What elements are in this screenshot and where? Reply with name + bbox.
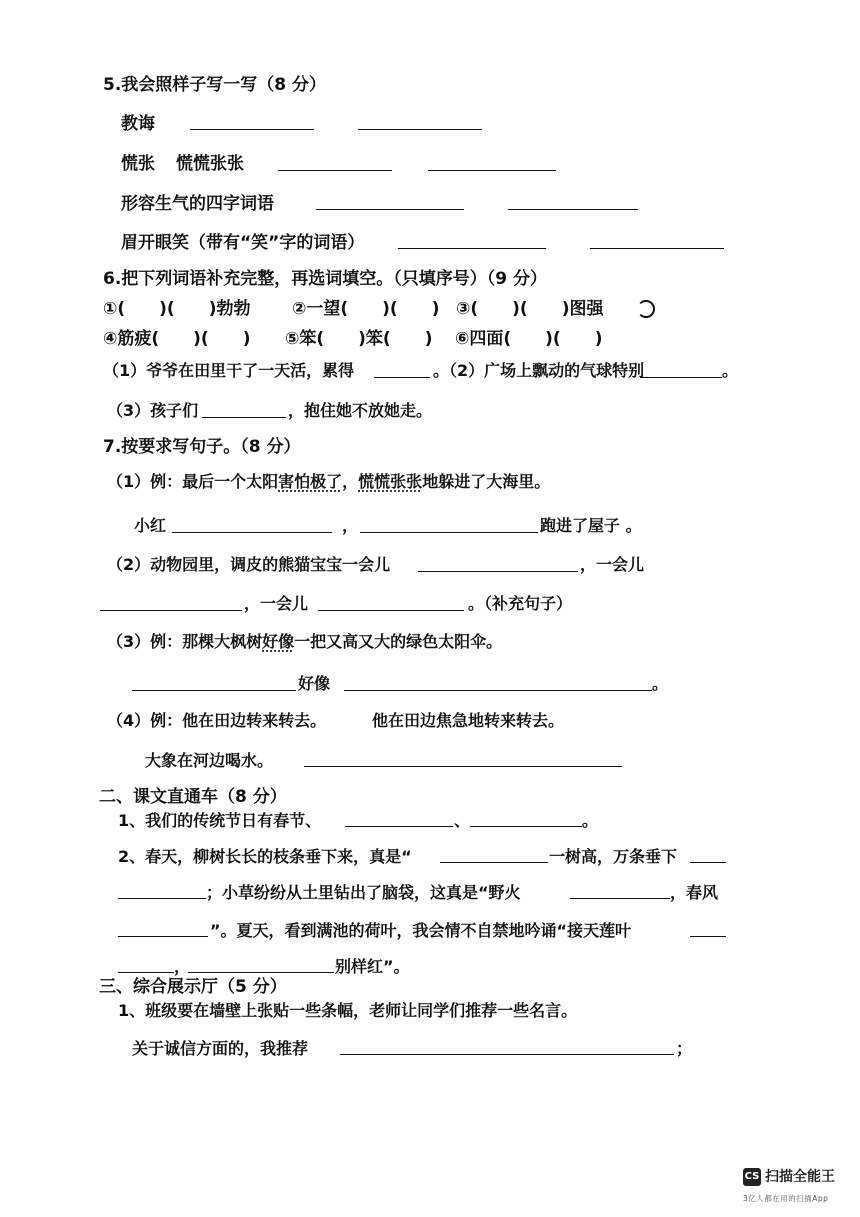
q6-sentence3-part2: ，抱住她不放她走。 (288, 401, 433, 420)
q5-title: 5.我会照样子写一写（8 分） (103, 75, 327, 95)
sec3-item2-end: ； (676, 1039, 693, 1058)
q6-word5[interactable]: ⑤笨( )笨( ) (285, 329, 433, 349)
sec2-item2-blank1[interactable] (440, 862, 548, 863)
sec2-item2-part2: 一树高，万条垂下 (549, 847, 678, 866)
q7-example4-b: 他在田边焦急地转来转去。 (372, 711, 565, 730)
camscanner-name: 扫描全能王 (765, 1169, 835, 1185)
pen-mark-icon (637, 300, 655, 318)
sec2-item3-blank1[interactable] (570, 898, 670, 899)
sec2-item3-part2: ，春风 (670, 883, 719, 902)
q7-ex2-blank1[interactable] (418, 571, 578, 572)
q7-fill1-blank1[interactable] (172, 532, 332, 533)
sec2-item1-blank2[interactable] (470, 826, 582, 827)
q7-fill4-blank[interactable] (304, 766, 622, 767)
q7-ex2-part4: 。（补充句子） (468, 594, 573, 613)
sec2-item5-blank[interactable] (188, 972, 334, 973)
q7-example3-a: （3）例：那棵大枫树 (107, 632, 263, 651)
q7-ex2-blank3[interactable] (318, 610, 464, 611)
sec2-item1-part1: 1、我们的传统节日有春节、 (118, 811, 322, 830)
q7-example1-c: ， (342, 472, 359, 491)
q7-fill3-end: 。 (652, 674, 669, 693)
q6-sentence1-blank[interactable] (374, 377, 430, 378)
sec2-item1-sep: 、 (454, 811, 471, 830)
q6-sentence2-end: 。 (722, 361, 739, 380)
q5-row3-blank1[interactable] (316, 209, 464, 210)
q7-fill1-end: 跑进了屋子 。 (540, 516, 642, 535)
q7-ex2-part2: ，一会儿 (580, 555, 645, 574)
sec2-item2-blank3[interactable] (118, 898, 206, 899)
q7-example1-b: 害怕极了 (278, 472, 343, 491)
q6-word3[interactable]: ③( )( )图强 (456, 299, 604, 319)
q5-row4-blank1[interactable] (398, 248, 546, 249)
q7-fill3-label: 好像 (298, 674, 331, 693)
q5-row2-blank1[interactable] (278, 170, 392, 171)
q7-example1-d: 慌慌张张 (358, 472, 423, 491)
q7-example3 (107, 631, 502, 653)
q5-row1-blank1[interactable] (190, 129, 314, 130)
q5-row4-blank2[interactable] (590, 248, 724, 249)
q6-sentence2-part1: 。（2）广场上飘动的气球特别 (433, 361, 645, 380)
q5-row3-label: 形容生气的四字词语 (121, 194, 274, 214)
q5-row2-blank2[interactable] (428, 170, 556, 171)
q5-row1-blank2[interactable] (358, 129, 482, 130)
q6-sentence3-blank[interactable] (202, 417, 286, 418)
q7-example1-a: （1）例：最后一个太阳 (107, 472, 279, 491)
q6-word6[interactable]: ⑥四面( )( ) (455, 329, 603, 349)
q7-example3-c: 一把又高又大的绿色太阳伞。 (294, 632, 503, 651)
q6-sentence3-part1: （3）孩子们 (107, 401, 199, 420)
camscanner-tagline: 3亿人都在用的扫描App (743, 1194, 829, 1203)
q7-fill3-blank1[interactable] (132, 690, 296, 691)
q5-row2-label-a: 慌张 (121, 154, 155, 174)
q6-word1[interactable]: ①( )( )勃勃 (103, 299, 251, 319)
q7-fill4-label: 大象在河边喝水。 (145, 751, 274, 770)
q5-row4-label: 眉开眼笑（带有“笑”字的词语） (121, 233, 365, 253)
q5-row3-blank2[interactable] (508, 209, 638, 210)
sec2-item2-blank2[interactable] (690, 862, 726, 863)
q7-fill3-blank2[interactable] (344, 690, 652, 691)
q7-ex2-part3: ，一会儿 (244, 594, 309, 613)
q7-example3-b: 好像 (262, 632, 295, 651)
q6-word2[interactable]: ②一望( )( ) (292, 299, 440, 319)
q6-title: 6.把下列词语补充完整，再选词填空。（只填序号）（9 分） (103, 269, 548, 289)
q5-row2-label-b: 慌慌张张 (176, 154, 244, 174)
q7-fill1-label: 小红 (134, 516, 167, 535)
q7-ex2-part1: （2）动物园里，调皮的熊猫宝宝一会儿 (107, 555, 391, 574)
q5-row1-label: 教诲 (121, 114, 155, 134)
q6-sentence1-part1: （1）爷爷在田里干了一天活，累得 (103, 361, 355, 380)
sec2-item1-end: 。 (582, 811, 599, 830)
q7-fill1-comma: ， (342, 516, 359, 535)
sec3-item2-label: 关于诚信方面的，我推荐 (132, 1039, 309, 1058)
sec2-item3-part1: ；小草纷纷从土里钻出了脑袋，这真是“野火 (206, 883, 521, 902)
q7-example1-e: 地躲进了大海里。 (422, 472, 551, 491)
sec2-item4-blank1[interactable] (690, 936, 726, 937)
sec2-item5-end: 别样红”。 (335, 957, 410, 976)
sec3-item1: 1、班级要在墙壁上张贴一些条幅，老师让同学们推荐一些名言。 (118, 1001, 578, 1020)
camscanner-logo-icon: CS (743, 1168, 761, 1186)
sec3-item2-blank[interactable] (340, 1054, 674, 1055)
sec2-item2-part1: 2、春天，柳树长长的枝条垂下来，真是“ (118, 847, 412, 866)
q7-example1 (107, 471, 550, 493)
sec2-item4-blank2[interactable] (118, 972, 174, 973)
q7-example4-a: （4）例：他在田边转来转去。 (107, 711, 327, 730)
q6-word4[interactable]: ④筋疲( )( ) (103, 329, 251, 349)
q7-title: 7.按要求写句子。（8 分） (103, 437, 301, 457)
section2-title: 二、课文直通车（8 分） (99, 787, 287, 807)
q7-ex2-blank2[interactable] (100, 610, 242, 611)
sec2-item4-part1: ”。夏天，看到满池的荷叶，我会情不自禁地吟诵“接天莲叶 (210, 921, 632, 940)
q6-sentence2-blank[interactable] (640, 377, 722, 378)
sec2-item5-sep: ， (174, 957, 191, 976)
q7-fill1-blank2[interactable] (360, 532, 538, 533)
sec2-item1-blank1[interactable] (345, 826, 453, 827)
section3-title: 三、综合展示厅（5 分） (99, 977, 287, 997)
sec2-item3-blank2[interactable] (118, 936, 208, 937)
